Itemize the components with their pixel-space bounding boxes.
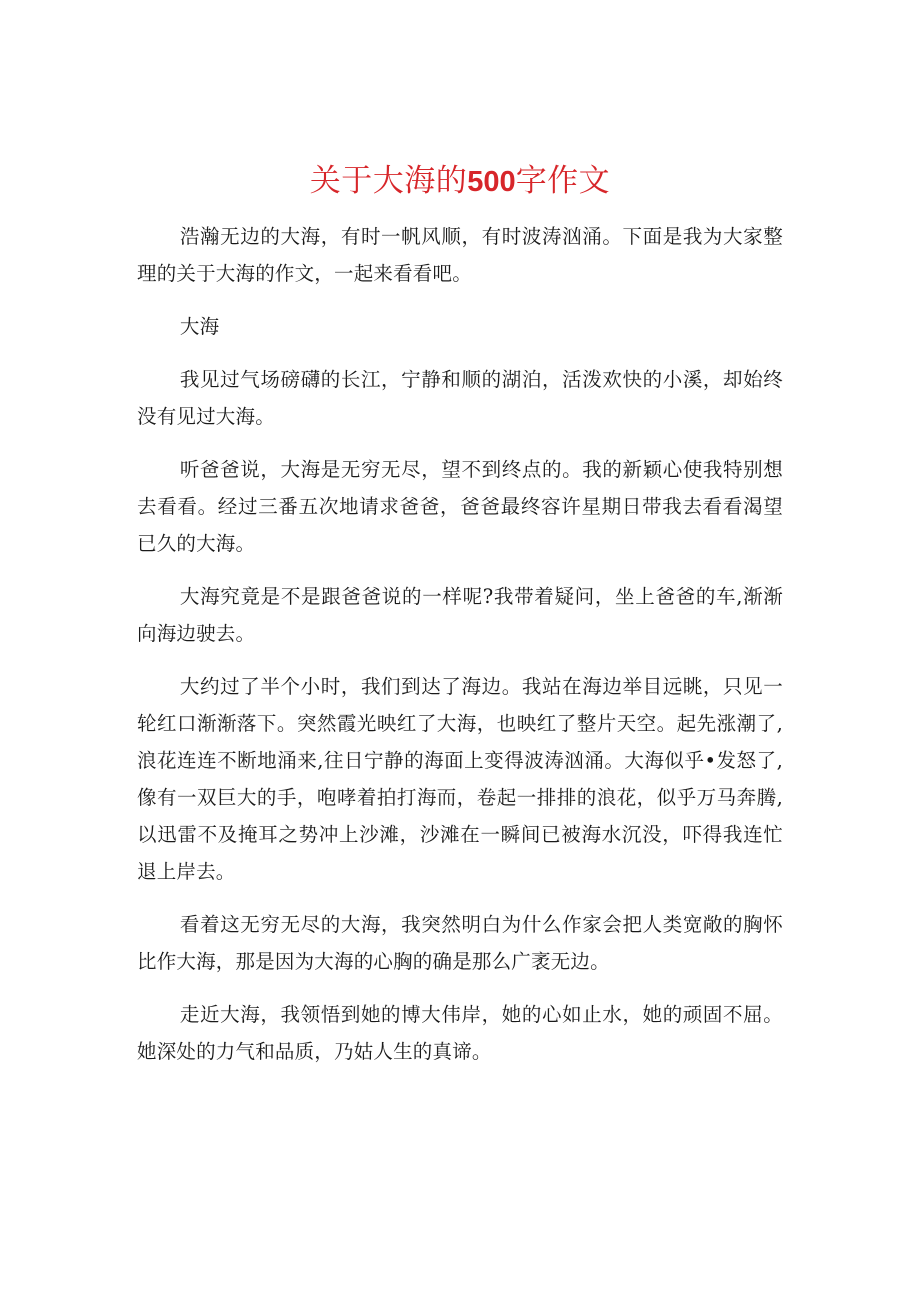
intro-paragraph: 浩瀚无边的大海，有时一帆风顺，有时波涛汹涌。下面是我为大家整理的关于大海的作文，一起来看看吧。	[137, 225, 783, 285]
body-paragraph: 我见过气场磅礴的长江，宁静和顺的湖泊，活泼欢快的小溪，却始终没有见过大海。	[137, 368, 783, 428]
body-paragraph: 看着这无穷无尽的大海，我突然明白为什么作家会把人类宽敞的胸怀比作大海，那是因为大海的心胸的确是那么广袤无边。	[137, 913, 783, 973]
body-paragraph: 听爸爸说，大海是无穷无尽，望不到终点的。我的新颖心使我特别想去看看。经过三番五次地请求爸爸，爸爸最终容许星期日带我去看看渴望已久的大海。	[137, 458, 783, 555]
section-heading: 大海	[179, 315, 220, 338]
body-paragraph: 大海究竟是不是跟爸爸说的一样呢?我带着疑问，坐上爸爸的车,渐渐向海边驶去。	[137, 585, 783, 645]
body-paragraph: 走近大海，我领悟到她的博大伟岸，她的心如止水，她的顽固不屈。她深处的力气和品质，乃姑人生的真谛。	[137, 1003, 783, 1063]
article-body	[137, 218, 783, 1086]
document-title	[0, 159, 920, 204]
body-paragraph: 大约过了半个小时，我们到达了海边。我站在海边举目远眺，只见一轮红口渐渐落下。突然霞光映红了大海，也映红了整片天空。起先涨潮了,浪花连连不断地涌来,往日宁静的海面上变得波涛汹涌。大海似乎•发怒了,像有一双巨大的手，咆哮着拍打海而，卷起一排排的浪花，似乎万马奔腾,以迅雷不及掩耳之势冲上沙滩，沙滩在一瞬间已被海水沉没，吓得我连忙退上岸去。	[137, 675, 783, 883]
title-suffix: 字作文	[515, 162, 611, 199]
title-prefix: 关于大海的	[309, 162, 468, 199]
title-number: 500	[467, 165, 516, 198]
